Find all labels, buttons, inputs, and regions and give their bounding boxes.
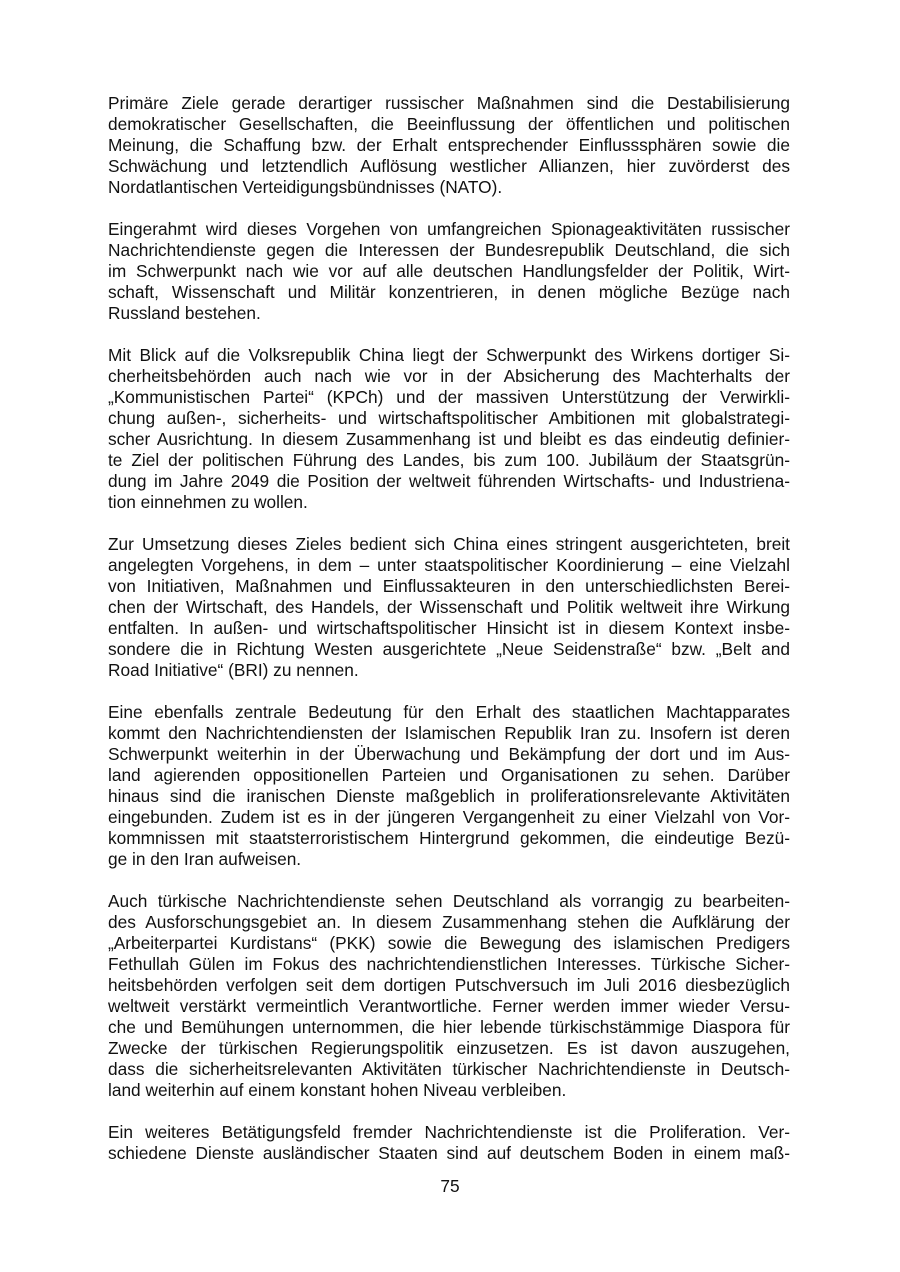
text-line: kommnissen mit staatsterroristischem Hintergrund gekommen, die eindeutige Bezü- xyxy=(108,828,790,848)
text-line: tion einnehmen zu wollen. xyxy=(108,492,308,512)
text-line: weltweit verstärkt vermeintlich Verantwortliche. Ferner werden immer wieder Versu- xyxy=(108,996,790,1016)
text-line: angelegten Vorgehens, in dem – unter staatspolitischer Koordinierung – eine Vielzahl xyxy=(108,555,790,575)
text-line: Schwerpunkt weiterhin in der Überwachung und Bekämpfung der dort und im Aus- xyxy=(108,744,790,764)
text-line: schiedene Dienste ausländischer Staaten sind auf deutschem Boden in einem maß- xyxy=(108,1143,790,1163)
text-line: chen der Wirtschaft, des Handels, der Wissenschaft und Politik weltweit ihre Wirkung xyxy=(108,597,790,617)
text-line: eingebunden. Zudem ist es in der jüngeren Vergangenheit zu einer Vielzahl von Vor- xyxy=(108,807,790,827)
text-line: dass die sicherheitsrelevanten Aktivitäten türkischer Nachrichtendienste in Deutsch- xyxy=(108,1059,790,1079)
text-line: von Initiativen, Maßnahmen und Einflussakteuren in den unterschiedlichsten Berei- xyxy=(108,576,790,596)
text-line: dung im Jahre 2049 die Position der weltweit führenden Wirtschafts- und Industriena- xyxy=(108,471,790,491)
text-line: hinaus sind die iranischen Dienste maßgeblich in proliferationsrelevante Aktivitäten xyxy=(108,786,790,806)
text-line: ge in den Iran aufweisen. xyxy=(108,849,302,869)
text-line: land agierenden oppositionellen Parteien und Organisationen zu sehen. Darüber xyxy=(108,765,790,785)
body-text xyxy=(108,93,790,1185)
text-line: Auch türkische Nachrichtendienste sehen Deutschland als vorrangig zu bearbeiten- xyxy=(108,891,790,911)
text-line: Nachrichtendienste gegen die Interessen der Bundesrepublik Deutschland, die sich xyxy=(108,240,790,260)
text-line: Zur Umsetzung dieses Zieles bedient sich China eines stringent ausgerichteten, breit xyxy=(108,534,790,554)
text-line: Fethullah Gülen im Fokus des nachrichtendienstlichen Interesses. Türkische Sicher- xyxy=(108,954,790,974)
text-line: Eingerahmt wird dieses Vorgehen von umfangreichen Spionageaktivitäten russischer xyxy=(108,219,790,239)
text-line: te Ziel der politischen Führung des Landes, bis zum 100. Jubiläum der Staatsgrün- xyxy=(108,450,790,470)
text-line: entfalten. In außen- und wirtschaftspolitischer Hinsicht ist in diesem Kontext insbe- xyxy=(108,618,790,638)
text-line: Eine ebenfalls zentrale Bedeutung für den Erhalt des staatlichen Machtapparates xyxy=(108,702,790,722)
text-line: schaft, Wissenschaft und Militär konzentrieren, in denen mögliche Bezüge nach xyxy=(108,282,790,302)
text-line: Primäre Ziele gerade derartiger russischer Maßnahmen sind die Destabilisierung xyxy=(108,93,790,113)
text-line: Schwächung und letztendlich Auflösung westlicher Allianzen, hier zuvörderst des xyxy=(108,156,790,176)
text-line: sondere die in Richtung Westen ausgerichtete „Neue Seidenstraße“ bzw. „Belt and xyxy=(108,639,790,659)
text-line: Mit Blick auf die Volksrepublik China liegt der Schwerpunkt des Wirkens dortiger Si- xyxy=(108,345,790,365)
text-line: Zwecke der türkischen Regierungspolitik einzusetzen. Es ist davon auszugehen, xyxy=(108,1038,790,1058)
text-line: „Kommunistischen Partei“ (KPCh) und der massiven Unterstützung der Verwirkli- xyxy=(108,387,790,407)
paragraph xyxy=(108,702,790,870)
text-line: heitsbehörden verfolgen seit dem dortigen Putschversuch im Juli 2016 diesbezüglich xyxy=(108,975,790,995)
text-line: Meinung, die Schaffung bzw. der Erhalt entsprechender Einflusssphären sowie die xyxy=(108,135,790,155)
paragraph xyxy=(108,891,790,1101)
text-line: che und Bemühungen unternommen, die hier lebende türkischstämmige Diaspora für xyxy=(108,1017,790,1037)
text-line: Russland bestehen. xyxy=(108,303,261,323)
text-line: Road Initiative“ (BRI) zu nennen. xyxy=(108,660,359,680)
text-line: demokratischer Gesellschaften, die Beeinflussung der öffentlichen und politischen xyxy=(108,114,790,134)
page-number: 75 xyxy=(440,1176,460,1196)
text-line: Nordatlantischen Verteidigungsbündnisses (NATO). xyxy=(108,177,503,197)
text-line: chung außen-, sicherheits- und wirtschaftspolitischer Ambitionen mit globalstrategi- xyxy=(108,408,790,428)
text-line: Ein weiteres Betätigungsfeld fremder Nachrichtendienste ist die Proliferation. Ver- xyxy=(108,1122,790,1142)
text-line: „Arbeiterpartei Kurdistans“ (PKK) sowie die Bewegung des islamischen Predigers xyxy=(108,933,790,953)
text-line: cherheitsbehörden auch nach wie vor in der Absicherung des Machterhalts der xyxy=(108,366,790,386)
paragraph xyxy=(108,534,790,681)
text-line: im Schwerpunkt nach wie vor auf alle deutschen Handlungsfelder der Politik, Wirt- xyxy=(108,261,790,281)
paragraph xyxy=(108,345,790,513)
paragraph xyxy=(108,219,790,324)
text-line: scher Ausrichtung. In diesem Zusammenhang ist und bleibt es das eindeutig definier- xyxy=(108,429,790,449)
text-line: kommt den Nachrichtendiensten der Islamischen Republik Iran zu. Insofern ist deren xyxy=(108,723,790,743)
text-line: land weiterhin auf einem konstant hohen Niveau verbleiben. xyxy=(108,1080,567,1100)
paragraph xyxy=(108,1122,790,1164)
paragraph xyxy=(108,93,790,198)
text-line: des Ausforschungsgebiet an. In diesem Zusammenhang stehen die Aufklärung der xyxy=(108,912,790,932)
